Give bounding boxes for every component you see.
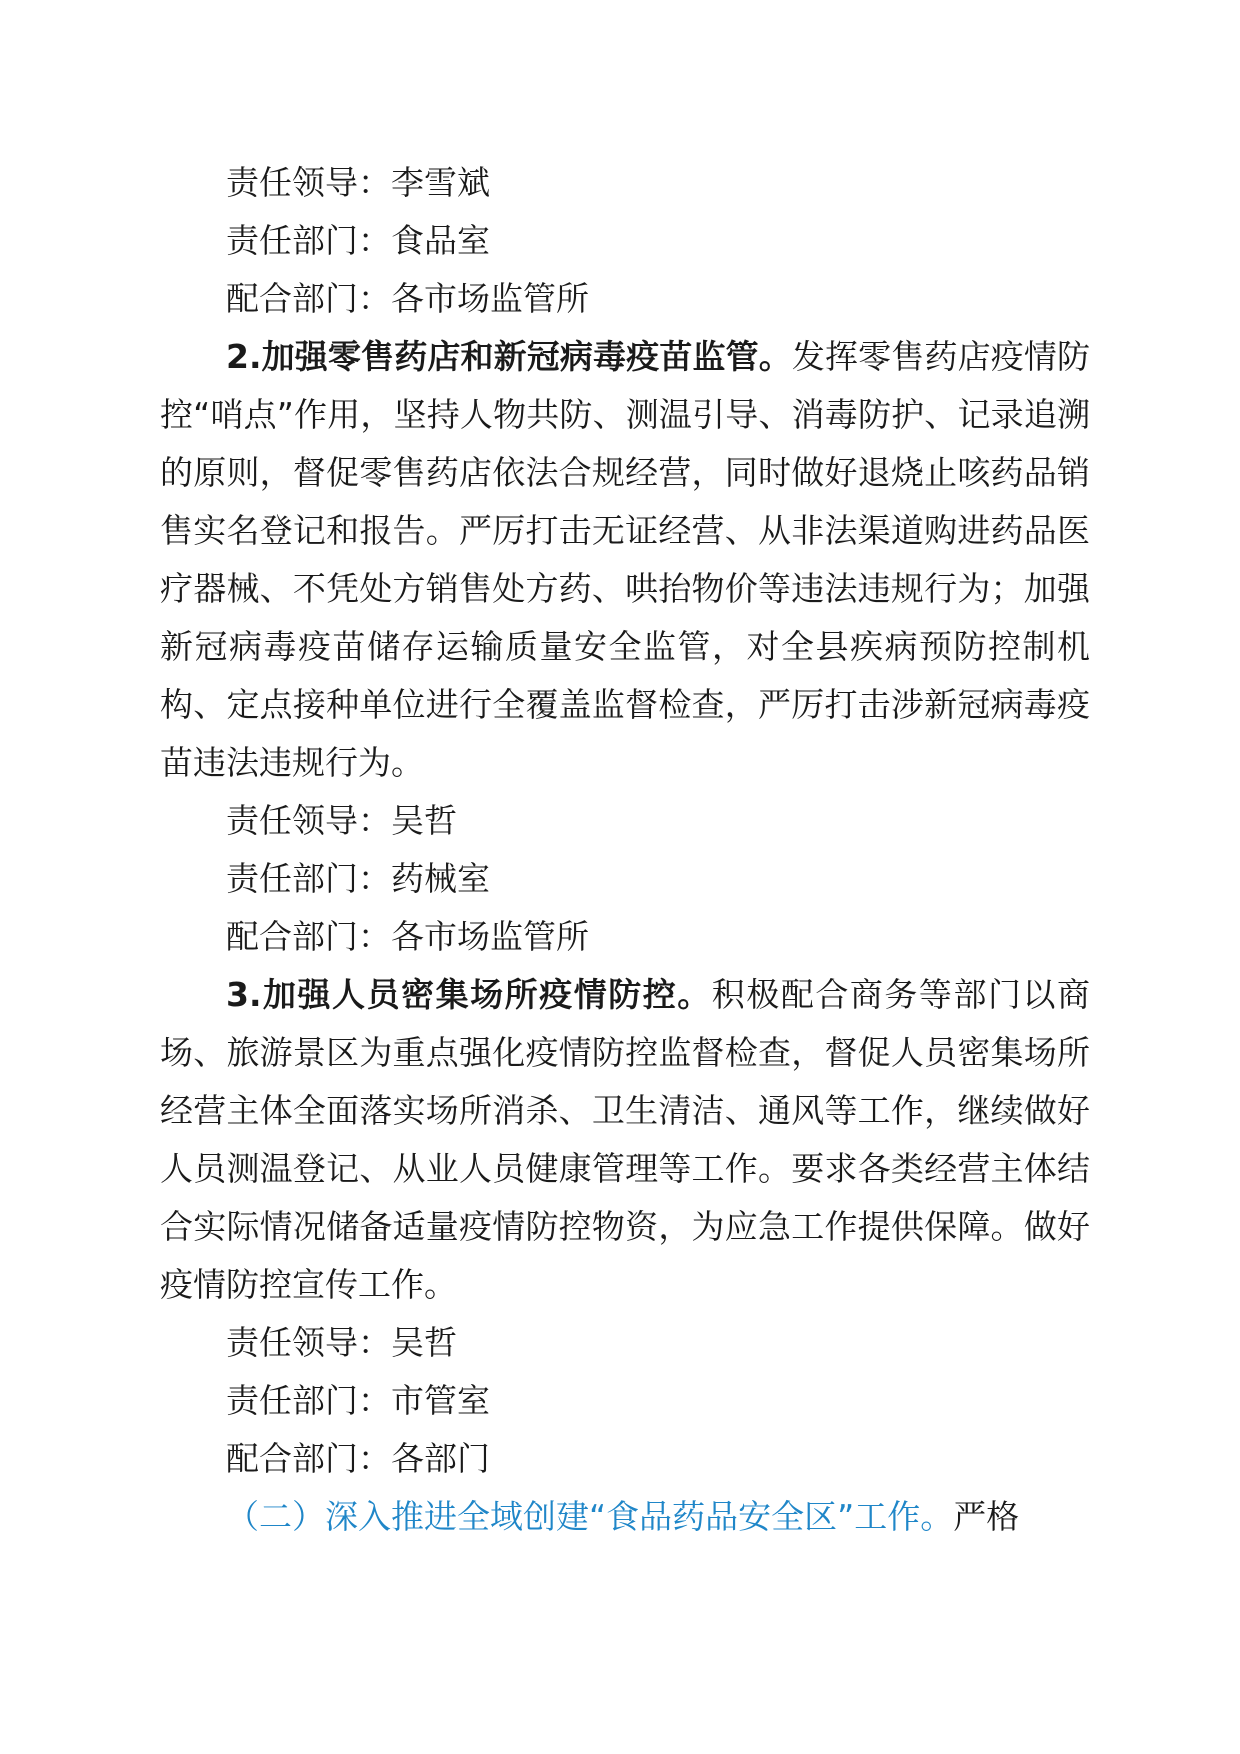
item3-leader: 责任领导：吴哲 xyxy=(226,1323,457,1362)
item2-dept: 责任部门：药械室 xyxy=(226,859,490,898)
item3-paragraph xyxy=(160,966,1090,1314)
item2-heading: 2.加强零售药店和新冠病毒疫苗监管。 xyxy=(226,337,792,376)
section1-dept: 责任部门：食品室 xyxy=(226,221,490,260)
item3-dept: 责任部门：市管室 xyxy=(226,1381,490,1420)
section2-line xyxy=(160,1488,1090,1546)
item3-body: 积极配合商务等部门以商场、旅游景区为重点强化疫情防控监督检查，督促人员密集场所经营主体全面落实场所消杀、卫生清洁、通风等工作，继续做好人员测温登记、从业人员健康管理等工作。要求各类经营主体结合实际情况储备适量疫情防控物资，为应急工作提供保障。做好疫情防控宣传工作。 xyxy=(160,975,1091,1304)
item2-paragraph xyxy=(160,328,1090,792)
item2-body: 发挥零售药店疫情防控“哨点”作用，坚持人物共防、测温引导、消毒防护、记录追溯的原则，督促零售药店依法合规经营，同时做好退烧止咳药品销售实名登记和报告。严厉打击无证经营、从非法渠道购进药品医疗器械、不凭处方销售处方药、哄抬物价等违法违规行为；加强新冠病毒疫苗储存运输质量安全监管，对全县疾病预防控制机构、定点接种单位进行全覆盖监督检查，严厉打击涉新冠病毒疫苗违法违规行为。 xyxy=(160,337,1091,782)
section1-leader: 责任领导：李雪斌 xyxy=(226,163,490,202)
document-page xyxy=(160,154,1090,1546)
item3-heading: 3.加强人员密集场所疫情防控。 xyxy=(226,975,712,1014)
section2-heading: （二）深入推进全域创建“食品药品安全区”工作。 xyxy=(226,1497,954,1536)
section2-tail: 严格 xyxy=(953,1497,1020,1536)
section1-coop: 配合部门：各市场监管所 xyxy=(226,279,589,318)
item3-coop: 配合部门：各部门 xyxy=(226,1439,490,1478)
item2-leader: 责任领导：吴哲 xyxy=(226,801,457,840)
item2-coop: 配合部门：各市场监管所 xyxy=(226,917,589,956)
